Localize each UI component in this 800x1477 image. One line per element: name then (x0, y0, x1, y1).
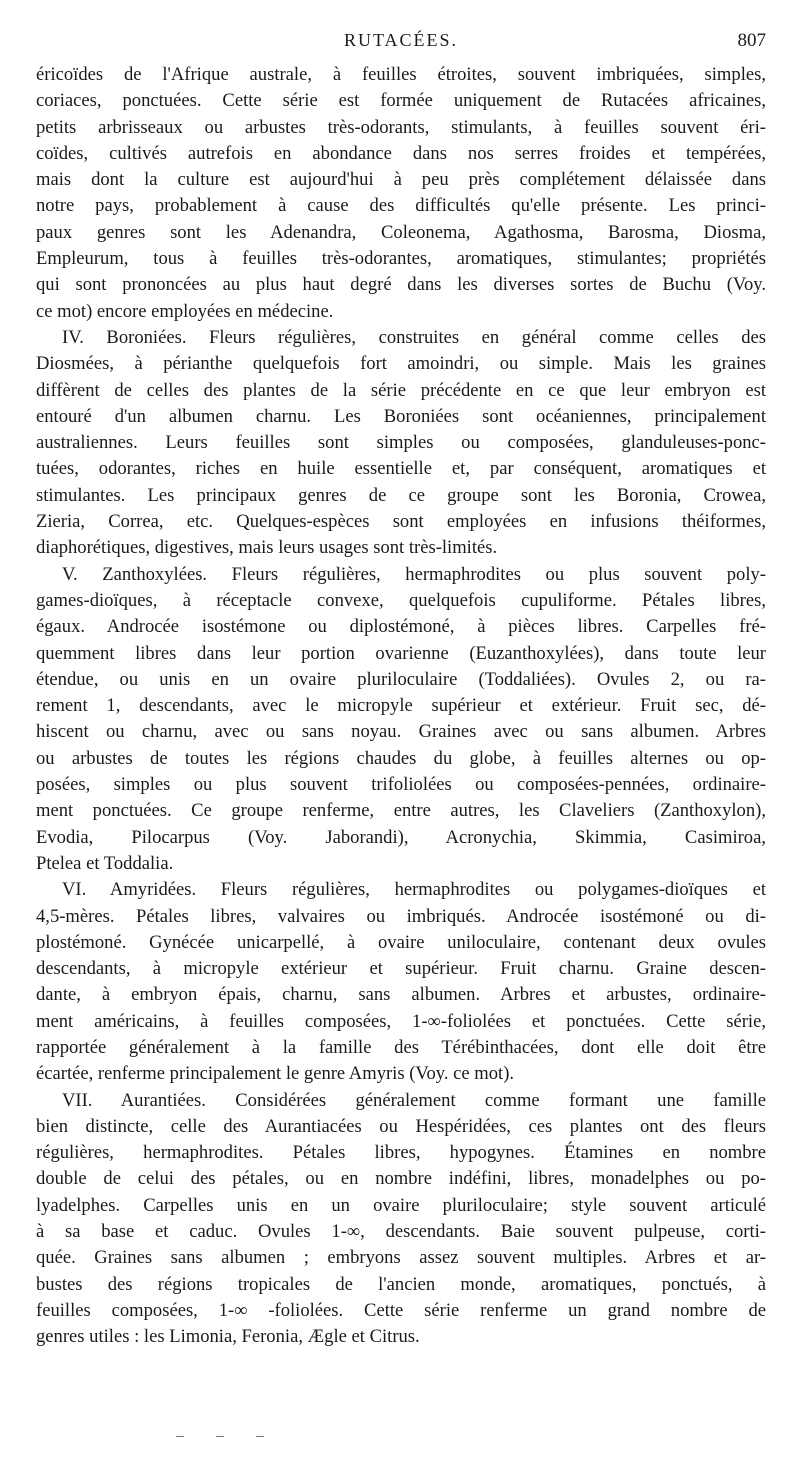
text-line: IV. Boroniées. Fleurs régulières, construites en général comme celles des (62, 326, 766, 348)
text-line: australiennes. Leurs feuilles sont simples ou composées, glanduleuses-ponc- (36, 432, 766, 454)
text-line: coriaces, ponctuées. Cette série est formée uniquement de Rutacées africaines, (36, 90, 766, 112)
page-header (36, 30, 766, 58)
running-title: RUTACÉES. (343, 30, 459, 50)
text-line: diffèrent de celles des plantes de la série précédente en ce que leur embryon est (36, 379, 766, 401)
text-line: lyadelphes. Carpelles unis en un ovaire pluriloculaire; style souvent articulé (36, 1194, 766, 1216)
text-line: ment ponctuées. Ce groupe renferme, entre autres, les Claveliers (Zanthoxylon), (36, 800, 766, 822)
text-line: 4,5-mères. Pétales libres, valvaires ou imbriqués. Androcée isostémoné ou di- (36, 905, 766, 927)
text-line: quée. Graines sans albumen ; embryons assez souvent multiples. Arbres et ar- (36, 1247, 766, 1269)
text-line: double de celui des pétales, ou en nombre indéfini, libres, monadelphes ou po- (36, 1168, 766, 1190)
text-line: qui sont prononcées au plus haut degré dans les diverses sortes de Buchu (Voy. (36, 274, 766, 296)
footer-mark (176, 1436, 184, 1437)
page-number: 807 (737, 30, 766, 51)
text-line: à sa base et caduc. Ovules 1-∞, descendants. Baie souvent pulpeuse, corti- (36, 1221, 766, 1243)
text-line: descendants, à micropyle extérieur et supérieur. Fruit charnu. Graine descen- (36, 958, 766, 980)
text-line: ou arbustes de toutes les régions chaudes du globe, à feuilles alternes ou op- (36, 747, 766, 769)
text-line: bustes des régions tropicales de l'ancien monde, aromatiques, ponctués, à (36, 1273, 766, 1295)
text-line: rapportée généralement à la famille des Térébinthacées, dont elle doit être (36, 1036, 766, 1058)
text-line: éricoïdes de l'Afrique australe, à feuilles étroites, souvent imbriquées, simples, (36, 64, 766, 85)
text-line: coïdes, cultivés autrefois en abondance dans nos serres froides et tempérées, (36, 142, 766, 164)
text-line: paux genres sont les Adenandra, Coleonema, Agathosma, Barosma, Diosma, (36, 221, 766, 243)
text-line: mais dont la culture est aujourd'hui à peu près complétement délaissée dans (36, 169, 766, 191)
text-line: notre pays, probablement à cause des difficultés qu'elle présente. Les princi- (36, 195, 766, 217)
footer-mark (256, 1436, 264, 1437)
text-line: games-dioïques, à réceptacle convexe, quelquefois cupuliforme. Pétales libres, (36, 589, 766, 611)
text-line: régulières, hermaphrodites. Pétales libres, hypogynes. Étamines en nombre (36, 1142, 766, 1164)
text-line: genres utiles : les Limonia, Feronia, Ægle et Citrus. (36, 1326, 420, 1348)
text-line: rement 1, descendants, avec le micropyle supérieur et extérieur. Fruit sec, dé- (36, 695, 766, 717)
text-line: Evodia, Pilocarpus (Voy. Jaborandi), Acronychia, Skimmia, Casimiroa, (36, 826, 766, 848)
text-line: dante, à embryon épais, charnu, sans albumen. Arbres et arbustes, ordinaire- (36, 984, 766, 1006)
footer-marks (0, 1436, 800, 1446)
text-line: hiscent ou charnu, avec ou sans noyau. Graines avec ou sans albumen. Arbres (36, 721, 766, 743)
text-line: Diosmées, à périanthe quelquefois fort amoindri, ou simple. Mais les graines (36, 353, 766, 375)
text-line: plostémoné. Gynécée unicarpellé, à ovaire uniloculaire, contenant deux ovules (36, 931, 766, 953)
text-line: posées, simples ou plus souvent trifoliolées ou composées-pennées, ordinaire- (36, 774, 766, 796)
text-line: Zieria, Correa, etc. Quelques-espèces sont employées en infusions théiformes, (36, 511, 766, 533)
text-line: quemment libres dans leur portion ovarienne (Euzanthoxylées), dans toute leur (36, 642, 766, 664)
text-line: entouré d'un albumen charnu. Les Boroniées sont océaniennes, principalement (36, 405, 766, 427)
text-line: étendue, ou unis en un ovaire pluriloculaire (Toddaliées). Ovules 2, ou ra- (36, 668, 766, 690)
text-line: VI. Amyridées. Fleurs régulières, hermaphrodites ou polygames-dioïques et (62, 879, 766, 901)
page-body (36, 62, 766, 1351)
text-line: égaux. Androcée isostémone ou diplostémoné, à pièces libres. Carpelles fré- (36, 616, 766, 638)
text-line: ce mot) encore employées en médecine. (36, 300, 334, 322)
text-line: V. Zanthoxylées. Fleurs régulières, hermaphrodites ou plus souvent poly- (62, 563, 766, 585)
footer-mark (216, 1436, 224, 1437)
text-line: Ptelea et Toddalia. (36, 852, 174, 874)
text-line: feuilles composées, 1-∞ -foliolées. Cette série renferme un grand nombre de (36, 1299, 766, 1321)
text-line: écartée, renferme principalement le genre Amyris (Voy. ce mot). (36, 1063, 515, 1085)
text-line: VII. Aurantiées. Considérées généralement comme formant une famille (62, 1089, 766, 1111)
text-line: ment américains, à feuilles composées, 1-∞-foliolées et ponctuées. Cette série, (36, 1010, 766, 1032)
text-line: bien distincte, celle des Aurantiacées ou Hespéridées, ces plantes ont des fleurs (36, 1115, 766, 1137)
text-line: Empleurum, tous à feuilles très-odorantes, aromatiques, stimulantes; propriétés (36, 248, 766, 270)
text-line: tuées, odorantes, riches en huile essentielle et, par conséquent, aromatiques et (36, 458, 766, 480)
text-line: petits arbrisseaux ou arbustes très-odorants, stimulants, à feuilles souvent éri- (36, 116, 766, 138)
text-line: diaphorétiques, digestives, mais leurs usages sont très-limités. (36, 537, 498, 559)
text-line: stimulantes. Les principaux genres de ce groupe sont les Boronia, Crowea, (36, 484, 766, 506)
